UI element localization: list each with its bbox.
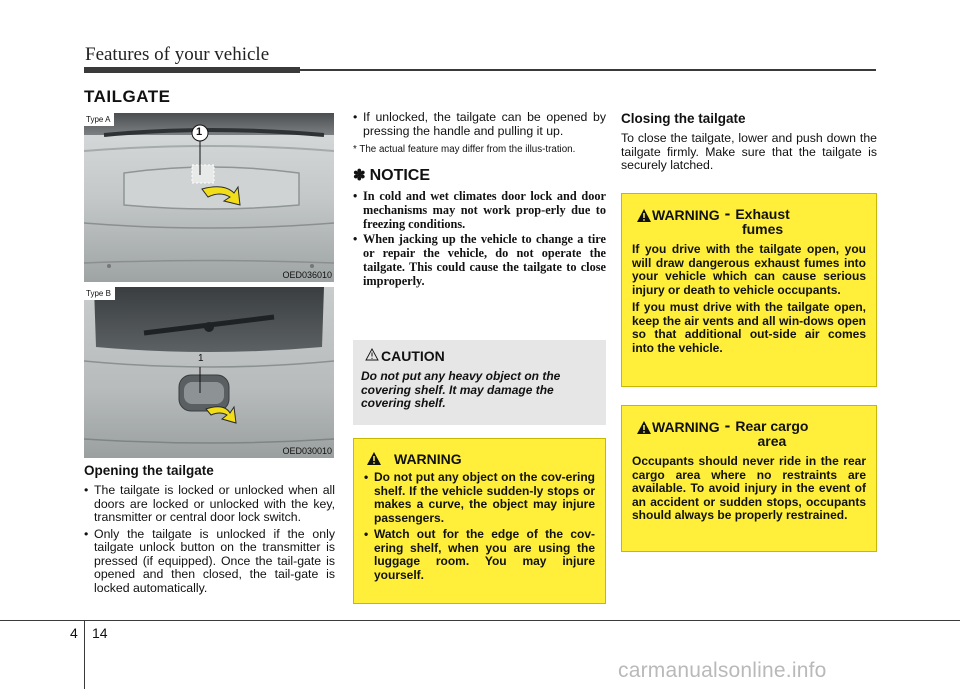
header-rule	[84, 67, 876, 73]
closing-body: To close the tailgate, lower and push down the tailgate firmly. Make sure that the tailgate is securely latched.	[621, 131, 877, 172]
closing-section	[621, 111, 877, 173]
warning-bullet: • Do not put any object on the cov-ering shelf. If the vehicle sudden-ly stops or makes a curve, the object may injure passengers.	[364, 471, 595, 525]
warning-box-shelf	[353, 438, 606, 604]
opening-bullet: • Only the tailgate is unlocked if the only tailgate unlock button on the transmitter is pressed (if equipped). Once the tail-gate is opened and then closed, the tail-gate is locked automatically.	[84, 528, 335, 596]
warning-triangle-icon	[366, 451, 382, 466]
opening-bullets	[84, 484, 335, 595]
caution-box	[353, 340, 606, 425]
warning-triangle-icon	[636, 208, 652, 223]
closing-heading: Closing the tailgate	[621, 111, 746, 126]
warning-paragraph: If you drive with the tailgate open, you will draw dangerous exhaust fumes into your vehicle which can cause serious injury or death to vehicle occupants.	[632, 242, 866, 297]
caution-title: CAUTION	[381, 348, 445, 364]
warning-bullet: • Watch out for the edge of the cov-ering shelf, when you are using the luggage room. You may injure yourself.	[364, 528, 595, 582]
title-dash: -	[724, 416, 731, 435]
page-number: 14	[92, 625, 108, 641]
type-a-label: Type A	[84, 113, 114, 126]
opening-bullet: • The tailgate is locked or unlocked when all doors are locked or unlocked with the key, transmitter or central door lock switch.	[84, 484, 335, 525]
tailgate-photo-type-a	[84, 113, 334, 282]
notice-bullet: • When jacking up the vehicle to change a tire or repair the vehicle, do not operate the tailgate. This could cause the tailgate to close improperly.	[353, 232, 606, 289]
opening-bullets-cont	[353, 111, 606, 138]
warning-exhaust-body	[632, 243, 866, 355]
subject-line: fumes	[741, 221, 784, 237]
warning-cargo-body	[632, 455, 866, 523]
warning-subject	[735, 207, 789, 237]
warning-bullets	[364, 471, 595, 582]
image-code: OED036010	[282, 270, 332, 280]
opening-section	[84, 463, 335, 598]
watermark-link[interactable]: carmanualsonline.info	[618, 659, 827, 682]
warning-triangle-icon	[636, 420, 652, 435]
warning-paragraph: Occupants should never ride in the rear cargo area where no restraints are available. To avoid injury in the event of an accident or sudden stops, occupants should always be properly restrained.	[632, 454, 866, 522]
warning-title: WARNING	[394, 451, 462, 467]
subject-line: area	[757, 433, 787, 449]
notice-heading	[353, 166, 606, 185]
footer-divider	[84, 620, 85, 689]
opening-bullet: • If unlocked, the tailgate can be opened by pressing the handle and pulling it up.	[353, 111, 606, 138]
notice-bullet: • In cold and wet climates door lock and door mechanisms may not work prop-erly due to freezing conditions.	[353, 189, 606, 232]
tailgate-photo-type-b	[84, 287, 334, 458]
warning-box-exhaust	[621, 193, 877, 387]
section-title: TAILGATE	[84, 87, 171, 106]
caution-body: Do not put any heavy object on the covering shelf. It may damage the covering shelf.	[361, 369, 561, 410]
type-b-label: Type B	[84, 287, 115, 300]
notice-title: NOTICE	[369, 167, 431, 184]
warning-subject	[735, 419, 808, 449]
chapter-header: Features of your vehicle	[85, 44, 270, 65]
warning-paragraph: If you must drive with the tailgate open, keep the air vents and all win-dows open so that additional out-side air comes into the vehicle.	[632, 300, 866, 355]
subject-line: Exhaust	[735, 206, 790, 222]
caution-triangle-icon	[365, 348, 379, 361]
subject-line: Rear cargo	[735, 418, 809, 434]
notice-mark-icon: ✽	[353, 167, 366, 184]
callout-number: 1	[198, 353, 204, 364]
footnote: * The actual feature may differ from the illus-tration.	[353, 144, 576, 155]
image-code: OED030010	[282, 446, 332, 456]
warning-cargo-title	[652, 416, 866, 449]
opening-heading: Opening the tailgate	[84, 463, 214, 478]
footer-rule	[0, 620, 960, 621]
notice-bullets	[353, 189, 606, 288]
notice-column	[353, 111, 606, 288]
warning-label: WARNING	[652, 207, 720, 223]
warning-exhaust-title	[652, 204, 866, 237]
title-dash: -	[724, 204, 731, 223]
chapter-number: 4	[70, 625, 78, 641]
warning-label: WARNING	[652, 419, 720, 435]
warning-box-cargo	[621, 405, 877, 552]
callout-number: 1	[196, 126, 203, 138]
